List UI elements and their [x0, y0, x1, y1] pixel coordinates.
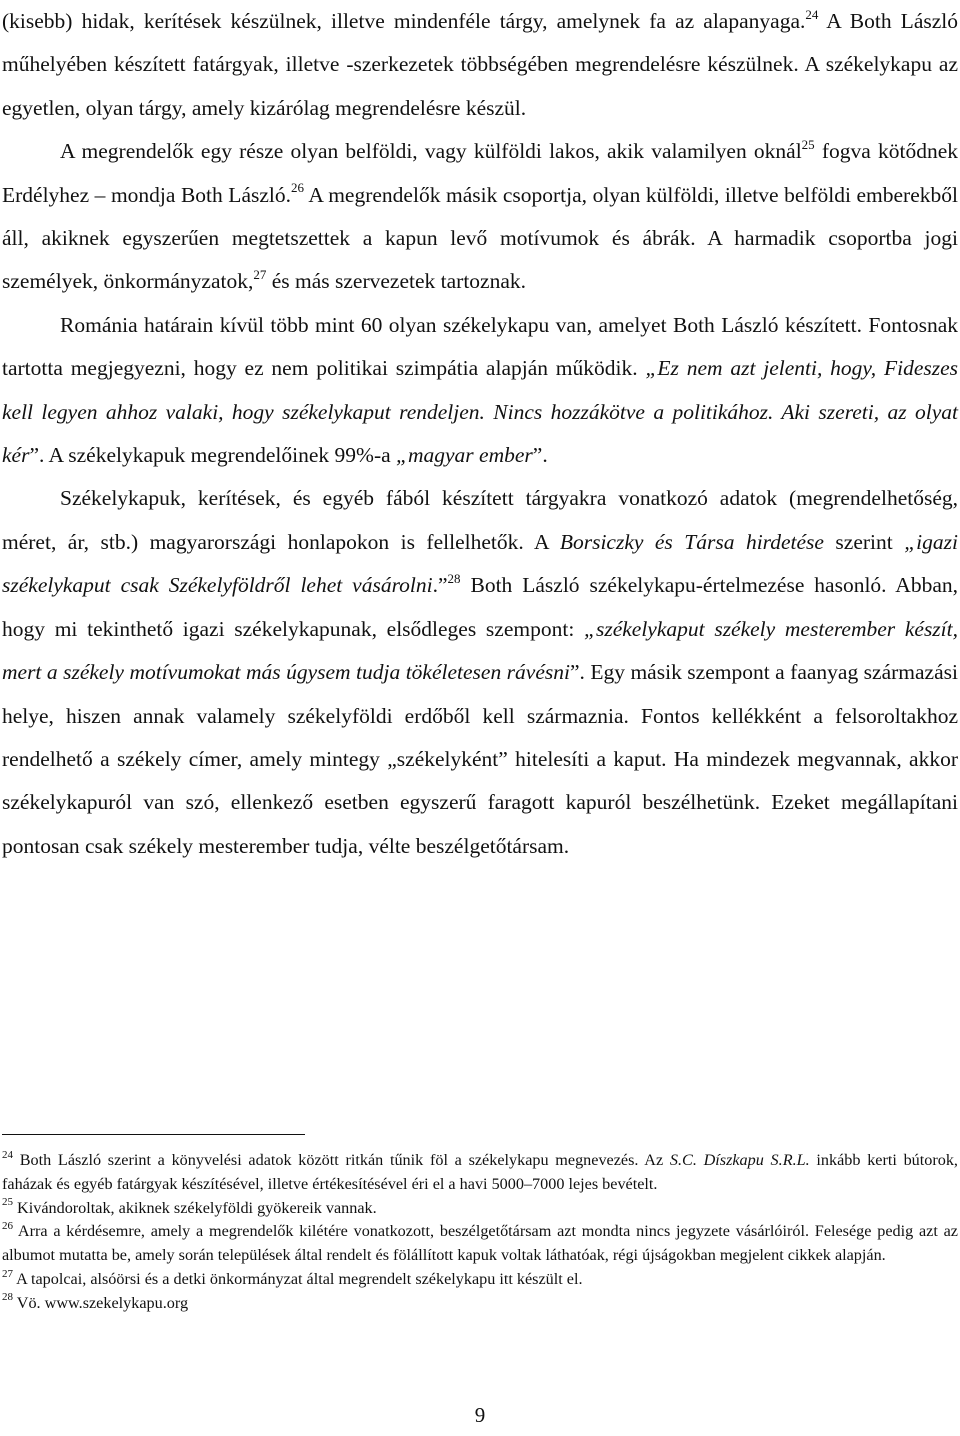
footnote-text: A tapolcai, alsóörsi és a detki önkormányzat által megrendelt székelykapu itt készült el. — [13, 1269, 583, 1288]
footnote-number: 28 — [2, 1291, 13, 1304]
paragraph-4 — [2, 477, 958, 868]
main-text — [2, 0, 958, 868]
footnote-number: 26 — [2, 1220, 13, 1232]
paragraph-2-text-a: A megrendelők egy része olyan belföldi, vagy külföldi lakos, akik valamilyen oknál — [60, 139, 802, 164]
paragraph-4-text-e: ”. Egy másik szempont a faanyag származási helye, hiszen annak valamely székelyföldi erdőből kell származnia. Fontos kellékként a felsoroltakhoz rendelhető a székely címer, amely mintegy „székelyként” hitelesíti a kaput. Ha mindezek megvannak, akkor székelykapuról van szó, ellenkező esetben egyszerű faragott kapuról beszélhetünk. Ezeket megállapítani pontosan csak székely mesterember tudja, vélte beszélgetőtársam. — [2, 660, 958, 858]
footnote-27 — [2, 1268, 958, 1292]
paragraph-4-text-a: Székelykapuk, kerítések, és egyéb fából készített tárgyakra vonatkozó adatok (megrendelhetőség, méret, ár, stb.) magyarországi honlapokon is fellelhetők. A — [2, 486, 958, 554]
footnote-text: Kivándoroltak, akiknek székelyföldi gyökereik vannak. — [13, 1198, 377, 1217]
advert-quote: „igazi székelykaput csak Székelyföldről lehet vásárolni — [2, 529, 958, 598]
paragraph-2 — [2, 130, 958, 304]
page-number: 9 — [474, 1403, 486, 1427]
footnote-text: inkább kerti bútorok, faházak és egyéb fatárgyak készítésével, illetve értékesítésével éri el a havi 5000–7000 lejes bevételt. — [2, 1151, 958, 1193]
footnote-ref-26: 26 — [291, 180, 304, 196]
footnote-text: Arra a kérdésemre, amely a megrendelők kilétére vonatkozott, beszélgetőtársam azt mondta nincs jegyzete vásárlóiról. Felesége pedig azt az albumot mutatta be, amely során települések által rendelt és fölállított kapuk voltak láthatóak, régi újságokban megjelent cikkek alapján. — [2, 1222, 958, 1265]
paragraph-1 — [2, 0, 958, 130]
paragraph-1-text-a: (kisebb) hidak, kerítések készülnek, illetve mindenféle tárgy, amelynek fa az alapanyaga. — [2, 9, 806, 33]
footnote-ref-24: 24 — [805, 6, 819, 22]
paragraph-2-text-d: és más szervezetek tartoznak. — [266, 269, 527, 294]
paragraph-3-text-c: ”. — [532, 443, 548, 468]
paragraph-4-text-b: szerint — [823, 529, 905, 554]
advert-title: Borsiczky és Társa hirdetése — [559, 529, 824, 554]
footnote-text: Both László szerint a könyvelési adatok között ritkán tűnik föl a székelykapu megnevezés. Az — [13, 1151, 670, 1169]
paragraph-3-text-b: ”. A székelykapuk megrendelőinek 99%-a — [29, 443, 397, 468]
paragraph-1-text-b: A Both László műhelyében készített fatárgyak, illetve -szerkezetek többségében megrendelésre készülnek. A székelykapu az egyetlen, olyan tárgy, amely kizárólag megrendelésre készül. — [2, 9, 958, 120]
footnote-28 — [2, 1292, 958, 1316]
footnote-26 — [2, 1220, 958, 1268]
paragraph-4-text-d: Both László székelykapu-értelmezése hasonló. Abban, hogy mi tekinthető igazi székelykapunak, elsődleges szempont: — [2, 573, 959, 641]
footnote-separator — [2, 1134, 305, 1135]
interview-quote-3: „székelykaput székely mesterember készít, mert a székely motívumokat más úgysem tudja tökéletesen rávésni — [2, 616, 959, 685]
footnote-24 — [2, 1149, 958, 1197]
paragraph-3 — [2, 304, 958, 478]
footnotes — [2, 1149, 958, 1316]
interview-quote-2: „magyar ember — [396, 443, 533, 468]
footnote-ref-25: 25 — [801, 137, 815, 153]
footnote-text: Vö. www.szekelykapu.org — [13, 1293, 189, 1312]
paragraph-2-text-b: fogva kötődnek Erdélyhez – mondja Both László. — [2, 139, 958, 207]
footnote-25 — [2, 1197, 958, 1221]
interview-quote-1: „Ez nem azt jelenti, hogy, Fideszes kell legyen ahhoz valaki, hogy székelykaput rendeljen. Nincs hozzákötve a politikához. Aki szereti, az olyat kér — [2, 356, 958, 468]
company-name: S.C. Díszkapu S.R.L. — [669, 1151, 810, 1169]
footnote-ref-27: 27 — [253, 267, 267, 283]
footnote-ref-28: 28 — [447, 571, 461, 587]
footnote-number: 24 — [2, 1148, 13, 1161]
paragraph-2-text-c: A megrendelők másik csoportja, olyan külföldi, illetve belföldi emberekből áll, akiknek egyszerűen megtetszettek a kapun levő motívumok és ábrák. A harmadik csoportba jogi személyek, önkormányzatok, — [2, 182, 958, 294]
paragraph-3-text-a: Románia határain kívül több mint 60 olyan székelykapu van, amelyet Both László készített. Fontosnak tartotta megjegyezni, hogy ez nem politikai szimpátia alapján működik. — [2, 312, 958, 381]
footnote-number: 25 — [2, 1196, 13, 1209]
footnote-number: 27 — [2, 1267, 13, 1280]
paragraph-4-text-c: .” — [432, 573, 448, 598]
